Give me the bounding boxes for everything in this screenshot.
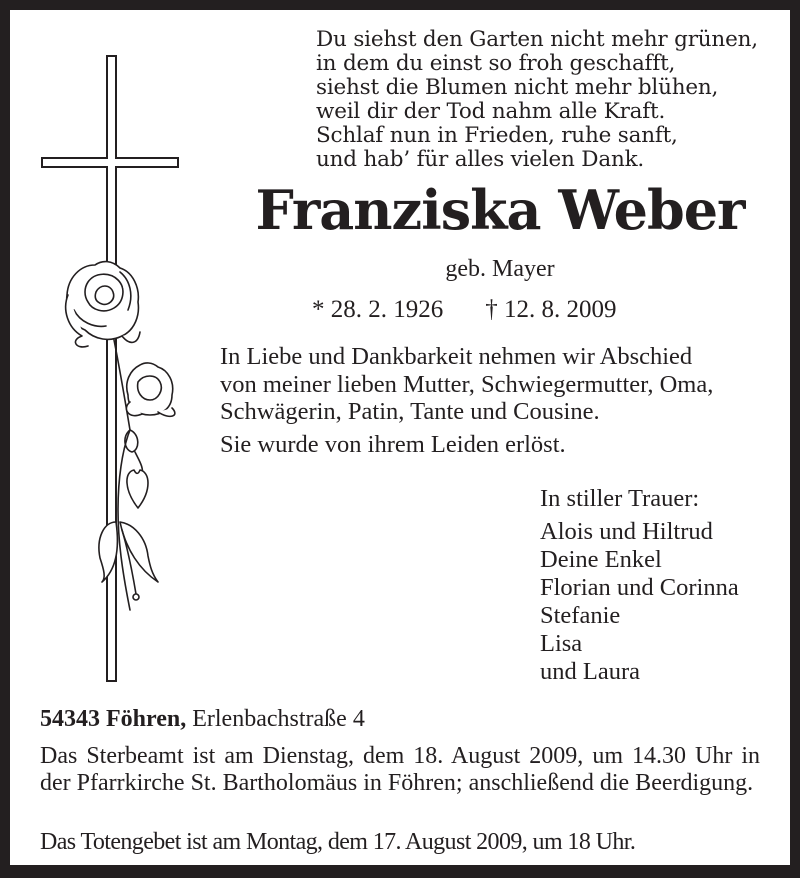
family-address — [40, 705, 365, 733]
poem-line: in dem du einst so froh geschafft, — [316, 51, 676, 76]
farewell-text — [220, 343, 713, 458]
life-dates — [312, 295, 617, 325]
memorial-poem — [316, 28, 758, 172]
poem-line: Du siehst den Garten nicht mehr grünen, — [316, 27, 758, 52]
farewell-line: In Liebe und Dankbarkeit nehmen wir Abschied — [220, 343, 693, 370]
farewell-line: Schwägerin, Patin, Tante und Cousine. — [220, 398, 600, 425]
deceased-name: Franziska Weber — [255, 178, 745, 242]
poem-line: Schlaf nun in Frieden, ruhe sanft, — [316, 123, 678, 148]
street-address: Erlenbachstraße 4 — [192, 706, 365, 732]
mourner-name: Stefanie — [540, 602, 621, 629]
poem-line: und hab’ für alles vielen Dank. — [316, 147, 645, 172]
prayer-service-info: Das Totengebet ist am Montag, dem 17. August 2009, um 18 Uhr. — [40, 829, 636, 855]
mourner-name: Lisa — [540, 630, 583, 657]
mourner-name: und Laura — [540, 658, 640, 685]
mourners-heading: In stiller Trauer: — [540, 485, 700, 512]
mourners-list — [540, 485, 739, 686]
postal-city: 54343 Föhren, — [40, 706, 187, 732]
relief-statement: Sie wurde von ihrem Leiden erlöst. — [220, 430, 566, 458]
birth-date: * 28. 2. 1926 — [312, 296, 444, 323]
rose-icon — [66, 262, 175, 610]
mourner-name: Deine Enkel — [540, 546, 662, 573]
requiem-mass-info: Das Sterbeamt ist am Dienstag, dem 18. August 2009, um 14.30 Uhr in der Pfarrkirche St. Bartholomäus in Föhren; anschließend die Beerdigung. — [40, 743, 760, 796]
poem-line: weil dir der Tod nahm alle Kraft. — [316, 99, 666, 124]
death-date: † 12. 8. 2009 — [485, 296, 617, 323]
obituary-page — [10, 10, 790, 865]
poem-line: siehst die Blumen nicht mehr blühen, — [316, 75, 719, 100]
mourner-name: Florian und Corinna — [540, 574, 739, 601]
maiden-name: geb. Mayer — [445, 256, 555, 282]
mourner-name: Alois und Hiltrud — [540, 518, 713, 545]
farewell-line: von meiner lieben Mutter, Schwiegermutter, Oma, — [220, 370, 714, 398]
cross-with-roses-illustration — [10, 10, 210, 700]
